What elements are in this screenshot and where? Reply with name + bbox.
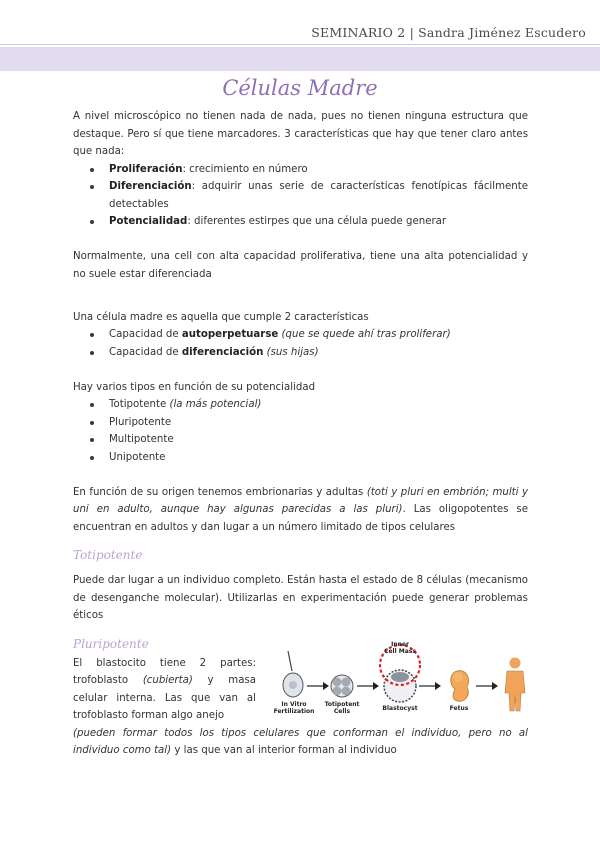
pluripotente-heading: Pluripotente	[73, 636, 149, 651]
page-header	[0, 22, 600, 72]
stem-cell-features-list	[73, 326, 528, 361]
pluripotente-paragraph-cont: (pueden formar todos los tipos celulares que conforman el individuo, pero no al individuo como tal) y las que van al interior forman al individuo	[73, 727, 528, 756]
fetus-icon	[451, 670, 469, 701]
header-rule	[0, 44, 600, 45]
stem-cell-definition: Una célula madre es aquella que cumple 2 características	[73, 311, 369, 323]
list-item: Capacidad de autoperpetuarse (que se quede ahí tras proliferar)	[73, 326, 528, 344]
list-item: Totipotente (la más potencial)	[73, 396, 528, 414]
totipotent-label: Totipotent Cells	[324, 700, 360, 715]
ivf-label: In Vitro Fertilization	[273, 700, 315, 715]
types-intro: Hay varios tipos en función de su potencialidad	[73, 381, 316, 393]
embryo-development-figure	[271, 641, 533, 733]
list-item: Potencialidad: diferentes estirpes que una célula puede generar	[73, 213, 528, 231]
list-item: Pluripotente	[73, 414, 528, 432]
totipotent-cells-icon	[331, 675, 353, 697]
document-body	[73, 108, 528, 760]
page-title: Células Madre	[222, 76, 378, 100]
header-text: SEMINARIO 2 | Sandra Jiménez Escudero	[311, 25, 586, 40]
fetus-label: Fetus	[449, 704, 469, 712]
list-item: Multipotente	[73, 431, 528, 449]
totipotente-paragraph: Puede dar lugar a un individuo completo. Están hasta el estado de 8 células (mecanismo de desenganche molecular). Utilizarlas en experimentación puede generar problemas éticos	[73, 575, 528, 621]
intro-paragraph: A nivel microscópico no tienen nada de nada, pues no tienen ninguna estructura que destaque. Pero sí que tiene marcadores. 3 características que hay que tener claro antes que nada:	[73, 111, 528, 157]
adult-human-icon	[505, 657, 525, 711]
potentiality-paragraph: Normalmente, una cell con alta capacidad proliferativa, tiene una alta potencialidad y no suele estar diferenciada	[73, 251, 528, 280]
list-item: Unipotente	[73, 449, 528, 467]
icm-label: Inner Cell Mass	[384, 640, 416, 655]
blastocyst-label: Blastocyst	[382, 704, 418, 712]
origin-paragraph: En función de su origen tenemos embrionarias y adultas (toti y pluri en embrión; multi y uni en adulto, aunque hay algunas parecidas a las pluri). Las oligopotentes se encuentran en adultos y dan lugar a un número limitado de tipos celulares	[73, 486, 528, 533]
totipotente-heading: Totipotente	[73, 548, 143, 562]
list-item: Diferenciación: adquirir unas serie de características fenotípicas fácilmente detectables	[73, 178, 528, 213]
pluripotente-text-left: El blastocito tiene 2 partes: trofoblasto (cubierta) y masa celular interna. Las que van al trofoblasto forman algo anejo	[73, 657, 256, 721]
characteristics-list	[73, 161, 528, 231]
ivf-egg-icon	[283, 651, 303, 697]
list-item: Proliferación: crecimiento en número	[73, 161, 528, 179]
list-item: Capacidad de diferenciación (sus hijas)	[73, 344, 528, 362]
header-band	[0, 47, 600, 71]
potency-types-list	[73, 396, 528, 466]
